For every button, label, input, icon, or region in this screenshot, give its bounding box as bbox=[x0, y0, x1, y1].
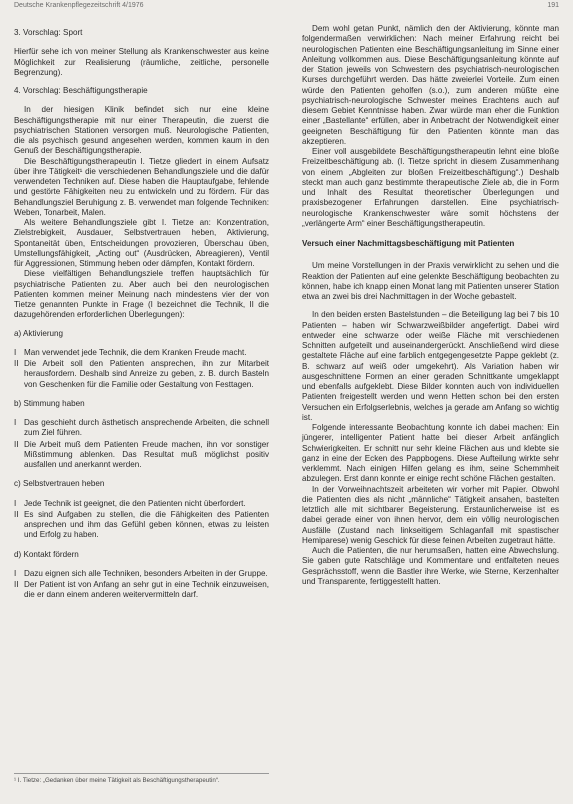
page-number: 191 bbox=[547, 2, 559, 9]
running-head bbox=[14, 2, 559, 14]
right-column bbox=[302, 24, 559, 587]
technique-list bbox=[14, 348, 269, 390]
article-section-heading: Versuch einer Nachmittagsbeschäftigung mit Patienten bbox=[302, 239, 515, 248]
paragraph: Als weitere Behandlungsziele gibt I. Tietze an: Konzentration, Zielstrebigkeit, Ausdauer, Selbstvertrauen heben, Aktivierung, Spontaneität üben, Entscheidungen provozieren, Überschau üben, Umstellungsfähigkeit, „Acting out“ (Ausdrücken, Abreagieren), Ventil für Aggressionen, Stimmung heben oder dämpfen, Kontakt fördern. bbox=[14, 218, 269, 268]
section-heading-sport: 3. Vorschlag: Sport bbox=[14, 28, 83, 37]
section-heading-beschaeftigungstherapie: 4. Vorschlag: Beschäftigungstherapie bbox=[14, 86, 148, 95]
subsection-heading-kontakt: d) Kontakt fördern bbox=[14, 549, 79, 559]
paragraph: Die Beschäftigungstherapeutin I. Tietze gliedert in einem Aufsatz über ihre Tätigkeit¹ die verschiedenen Behandlungsziele und die dafür verwendeten Techniken auf. Diese haben die Hauptaufgabe, fehlende und gestörte Fähigkeiten neu zu entwickeln und zu fördern. Für das Behandlungsziel Beruhigung z. B. verwendet man folgende Techniken: Weben, Tonarbeit, Malen. bbox=[14, 156, 269, 217]
list-item: II Die Arbeit muß dem Patienten Freude machen, ihn vor sonstiger Mißstimmung ablenken. Das Resultat muß möglichst positiv ausfallen und anerkannt werden. bbox=[14, 439, 269, 469]
list-item: II Der Patient ist von Anfang an sehr gut in eine Technik einzuweisen, die er dann einem anderen weitervermitteln darf. bbox=[14, 580, 269, 600]
paragraph: Dem wohl getan Punkt, nämlich den der Aktivierung, könnte man folgendermaßen verwirklichen: Nach meiner Erfahrung reicht bei neurologischen Patienten eine Beschäftigungsanleitung im Sinne einer Anleitung vollkommen aus. Diese Beschäftigungsanleitung könnte auf der Station jeweils von Schwestern des psychiatrisch-neurologischen Kurses durchgeführt werden. Das hätte zweierlei Vorteile. Zum einen würde den Patienten geholfen (s.o.), zum anderen müßte eine psychiatrisch-neurologische Schwester meines Erachtens auch auf diesem Gebiet Kenntnisse haben. Zwar würde man eher die Funktion einer „Bastellante“ erfüllen, aber in Anbetracht der Notwendigkeit einer geeigneten Beschäftigung für den Patienten könnte man das akzeptieren. bbox=[302, 24, 559, 146]
subsection-heading-selbstvertrauen: c) Selbstvertrauen heben bbox=[14, 479, 105, 489]
paragraph: In den beiden ersten Bastelstunden – die Beteiligung lag bei 7 bis 10 Patienten – haben wir Schwarzweißbilder angefertigt. Dabei wird entweder eine schwarze oder weiße Fläche mit verschiedenen Schnitten aufgeteilt und auseinandergerückt. Anschließend wird diese gestaltete Fläche auf eine farblich entgegengesetzte Pappe geklebt (z. B. schwarz auf weiß oder umgekehrt). Als Variation haben wir ausgeschnittene Formen an einer geraden Schnittkante umgeklappt und ebenfalls aufgeklebt. Diese Bilder konnten auch von individuellen Patienten freigestellt werden und wenn Hetten schon bei den ersten Versuchen ein Erfolgserlebnis, welches ja gerade am Anfang so wichtig ist. bbox=[302, 310, 559, 422]
footnote: ¹ I. Tietze: „Gedanken über meine Tätigkeit als Beschäftigungstherapeutin“. bbox=[14, 773, 269, 785]
technique-list bbox=[14, 499, 269, 541]
paragraph: Einer voll ausgebildete Beschäftigungstherapeutin lehnt eine bloße Freizeitbeschäftigung ab. (I. Tietze spricht in diesem Zusammenhang von einem „Abgleiten zur bloßen Freizeitbeschäftigung“.) Deshalb steckt man auch ganz bestimmte therapeutische Ziele ab, die in Form und Inhalt des Resultat theoretischer Überlegungen und praxisbezogener Erfahrungen darstellen. Eine psychiatrisch-neurologische Krankenschwester wäre somit höchstens der „verlängerte Arm“ einer Beschäftigungstherapeutin. bbox=[302, 147, 559, 228]
paragraph: Auch die Patienten, die nur herumsaßen, hatten eine Abwechslung. Sie gaben gute Ratschläge und Kommentare und entfalteten neues Gesprächsstoff, wenn die Bastler ihre Werke, wie Sterne, Kerzenhalter und Transparente, fertiggestellt hatten. bbox=[302, 546, 559, 586]
paragraph: In der hiesigen Klinik befindet sich nur eine kleine Beschäftigungstherapie mit nur einer Therapeutin, die zuerst die psychiatrischen Stationen versorgen muß. Neurologische Patienten, die als psychisch gesund angesehen werden, kommen kaum in den Genuß der Beschäftigungstherapie. bbox=[14, 105, 269, 156]
subsection-heading-stimmung: b) Stimmung haben bbox=[14, 398, 85, 408]
technique-list bbox=[14, 569, 269, 601]
journal-title: Deutsche Krankenpflegezeitschrift 4/1976 bbox=[14, 2, 144, 9]
paragraph: Folgende interessante Beobachtung konnte ich dabei machen: Ein jüngerer, intelligenter Patient hatte bei dieser Arbeit anfänglich Schwierigkeiten. Er schnitt nur sehr kleine Flächen aus und klebte sie ganz in eine der Ecken des Pappbogens. Diese Aufteilung wirkte sehr verklemmt. Nach einigen Hilfen gelang es ihm, seine Schemmheit abzulegen. Erst dann konnte er einige recht schöne Flächen gestalten. bbox=[302, 423, 559, 484]
list-item: II Die Arbeit soll den Patienten ansprechen, ihn zur Mitarbeit herausfordern. Deshalb sind Anreize zu geben, z. B. durch Basteln von Geschenken für die Familie oder Gestaltung von Festtagen. bbox=[14, 359, 269, 389]
list-item: I Dazu eignen sich alle Techniken, besonders Arbeiten in der Gruppe. bbox=[14, 568, 268, 578]
paragraph: Diese vielfältigen Behandlungsziele treffen hauptsächlich für psychiatrische Patienten zu. Aber auch bei den neurologischen Patienten kommen meiner Meinung nach mindestens vier der von Tietze genannten Punkte in Frage (I bezeichnet die Technik, II die dazugehörenden erforderlichen Überlegungen): bbox=[14, 269, 269, 320]
paragraph: Um meine Vorstellungen in der Praxis verwirklicht zu sehen und die Reaktion der Patienten auf eine gelenkte Beschäftigung beobachten zu können, habe ich knapp einen Monat lang mit Patienten unserer Station etwa an zwei bis drei Nachmittagen in der Woche gebastelt. bbox=[302, 261, 559, 301]
subsection-heading-aktivierung: a) Aktivierung bbox=[14, 328, 64, 338]
left-column bbox=[14, 28, 269, 610]
paragraph: In der Vorweihnachtszeit arbeiteten wir vorher mit Papier. Obwohl die Patienten dies als nicht „männliche“ Tätigkeit ansahen, bastelten letztlich alle mit sichtbarer Begeisterung. Erstaunlicherweise ist es dabei gerade einer von ihnen hervor, dem ein völlig neurologischen Ausfälle (Zustand nach linkseitigem Schlaganfall mit spastischer Hemiparese) wenig Geschick für diese feinen Arbeiten zugetraut hätte. bbox=[302, 484, 559, 545]
technique-list bbox=[14, 418, 269, 470]
list-item: I Das geschieht durch ästhetisch ansprechende Arbeiten, die schnell zum Ziel führen. bbox=[14, 418, 269, 438]
paragraph: Hierfür sehe ich von meiner Stellung als Krankenschwester aus keine Möglichkeit zur Realisierung (räumliche, zeitliche, personelle Begrenzung). bbox=[14, 47, 269, 77]
list-item: II Es sind Aufgaben zu stellen, die die Fähigkeiten des Patienten ansprechen und ihm das Gefühl geben können, etwas zu leisten und Erfolg zu haben. bbox=[14, 509, 269, 540]
list-item: I Jede Technik ist geeignet, die den Patienten nicht überfordert. bbox=[14, 498, 246, 508]
list-item: I Man verwendet jede Technik, die dem Kranken Freude macht. bbox=[14, 347, 247, 357]
